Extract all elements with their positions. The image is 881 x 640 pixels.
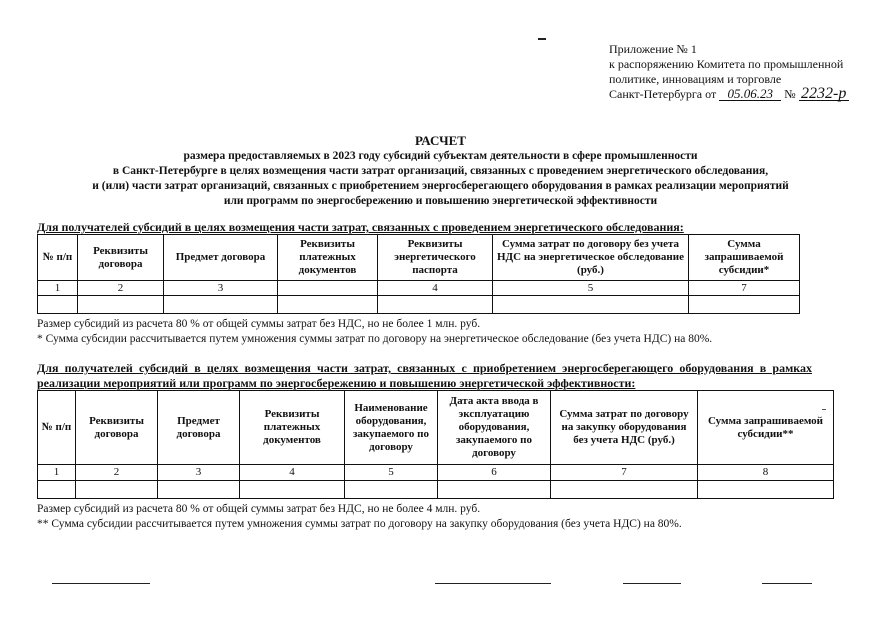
- column-header: Реквизиты энергетического паспорта: [378, 235, 493, 281]
- section1-note-footnote: * Сумма субсидии рассчитывается путем умножения суммы затрат по договору на энергетическое обследование (без учета НДС) на 80%.: [37, 333, 713, 345]
- column-header: Дата акта ввода в эксплуатацию оборудования, закупаемого по договору: [438, 391, 551, 465]
- handwritten-date: 05.06.23: [719, 87, 781, 101]
- section2-note-limit: Размер субсидий из расчета 80 % от общей суммы затрат без НДС, но не более 4 млн. руб.: [37, 503, 481, 515]
- column-number: 7: [551, 465, 698, 481]
- column-number: 5: [493, 281, 689, 296]
- column-header: Сумма затрат по договору на закупку оборудования без учета НДС (руб.): [551, 391, 698, 465]
- empty-cell: [158, 481, 240, 499]
- column-header: Предмет договора: [164, 235, 278, 281]
- column-number: 1: [38, 281, 78, 296]
- table-header-row: [38, 235, 800, 281]
- signature-line: [623, 583, 681, 584]
- title-line-2: в Санкт-Петербурге в целях возмещения части затрат организаций, связанных с проведением энергетического обследования,: [112, 165, 769, 177]
- title-heading: РАСЧЕТ: [415, 133, 466, 148]
- appendix-line-3: политике, инновациям и торговле: [609, 72, 782, 86]
- empty-cell: [78, 296, 164, 314]
- column-number-row: [38, 281, 800, 296]
- column-number: [278, 281, 378, 296]
- section1-note-limit: Размер субсидий из расчета 80 % от общей суммы затрат без НДС, но не более 1 млн. руб.: [37, 318, 481, 330]
- column-header: Сумма затрат по договору без учета НДС на энергетическое обследование (руб.): [493, 235, 689, 281]
- handwritten-number: 2232-р: [799, 87, 849, 101]
- empty-cell: [240, 481, 345, 499]
- empty-data-row: [38, 296, 800, 314]
- scan-mark: [538, 38, 546, 40]
- empty-cell: [551, 481, 698, 499]
- column-number: 3: [164, 281, 278, 296]
- column-number: 3: [158, 465, 240, 481]
- column-number: 4: [240, 465, 345, 481]
- section2-table: [37, 390, 834, 499]
- empty-cell: [438, 481, 551, 499]
- empty-cell: [698, 481, 834, 499]
- empty-cell: [38, 296, 78, 314]
- section2-note-footnote: ** Сумма субсидии рассчитывается путем умножения суммы затрат по договору на закупку оборудования (без учета НДС) на 80%.: [37, 518, 682, 530]
- column-header: Реквизиты договора: [78, 235, 164, 281]
- column-header: Наименование оборудования, закупаемого по договору: [345, 391, 438, 465]
- appendix-line-1: Приложение № 1: [609, 42, 697, 56]
- column-number: 7: [689, 281, 800, 296]
- column-header: № п/п: [38, 391, 76, 465]
- column-header: № п/п: [38, 235, 78, 281]
- column-number: 6: [438, 465, 551, 481]
- column-number: 8: [698, 465, 834, 481]
- title-line-1: размера предоставляемых в 2023 году субсидий субъектам деятельности в сфере промышленности: [183, 150, 698, 162]
- section2-heading: Для получателей субсидий в целях возмещения части затрат, связанных с приобретением энергосберегающего оборудования в рамках реализации мероприятий или программ по энергосбережению и повышению энергетической эффективности:: [37, 361, 812, 390]
- empty-cell: [38, 481, 76, 499]
- column-header: Сумма запрашиваемой субсидии*: [689, 235, 800, 281]
- column-number: 2: [76, 465, 158, 481]
- column-header: Сумма запрашиваемой субсидии**: [698, 391, 834, 465]
- section1-table: [37, 234, 800, 314]
- appendix-block: [609, 42, 874, 102]
- empty-cell: [278, 296, 378, 314]
- document-title: [0, 133, 881, 209]
- signature-line: [762, 583, 812, 584]
- signature-line: [52, 583, 150, 584]
- column-number: 1: [38, 465, 76, 481]
- title-line-3: и (или) части затрат организаций, связанных с приобретением энергосберегающего оборудования в рамках реализации мероприятий: [92, 180, 789, 192]
- column-header: Реквизиты платежных документов: [278, 235, 378, 281]
- scan-speck: [822, 409, 826, 410]
- title-line-4: или программ по энергосбережению и повышению энергетической эффективности: [223, 195, 658, 207]
- signature-line: [435, 583, 551, 584]
- table-header-row: [38, 391, 834, 465]
- column-header: Реквизиты договора: [76, 391, 158, 465]
- column-number: 2: [78, 281, 164, 296]
- appendix-city-date-label: Санкт-Петербурга от: [609, 87, 717, 101]
- appendix-line-4: [609, 87, 874, 102]
- empty-cell: [689, 296, 800, 314]
- empty-cell: [345, 481, 438, 499]
- empty-data-row: [38, 481, 834, 499]
- empty-cell: [493, 296, 689, 314]
- column-header: Реквизиты платежных документов: [240, 391, 345, 465]
- number-label: №: [784, 87, 796, 101]
- column-number: 4: [378, 281, 493, 296]
- column-header: Предмет договора: [158, 391, 240, 465]
- empty-cell: [164, 296, 278, 314]
- section1-heading: Для получателей субсидий в целях возмещения части затрат, связанных с проведением энергетического обследования:: [37, 220, 684, 234]
- column-number: 5: [345, 465, 438, 481]
- empty-cell: [76, 481, 158, 499]
- column-number-row: [38, 465, 834, 481]
- appendix-line-2: к распоряжению Комитета по промышленной: [609, 57, 844, 71]
- empty-cell: [378, 296, 493, 314]
